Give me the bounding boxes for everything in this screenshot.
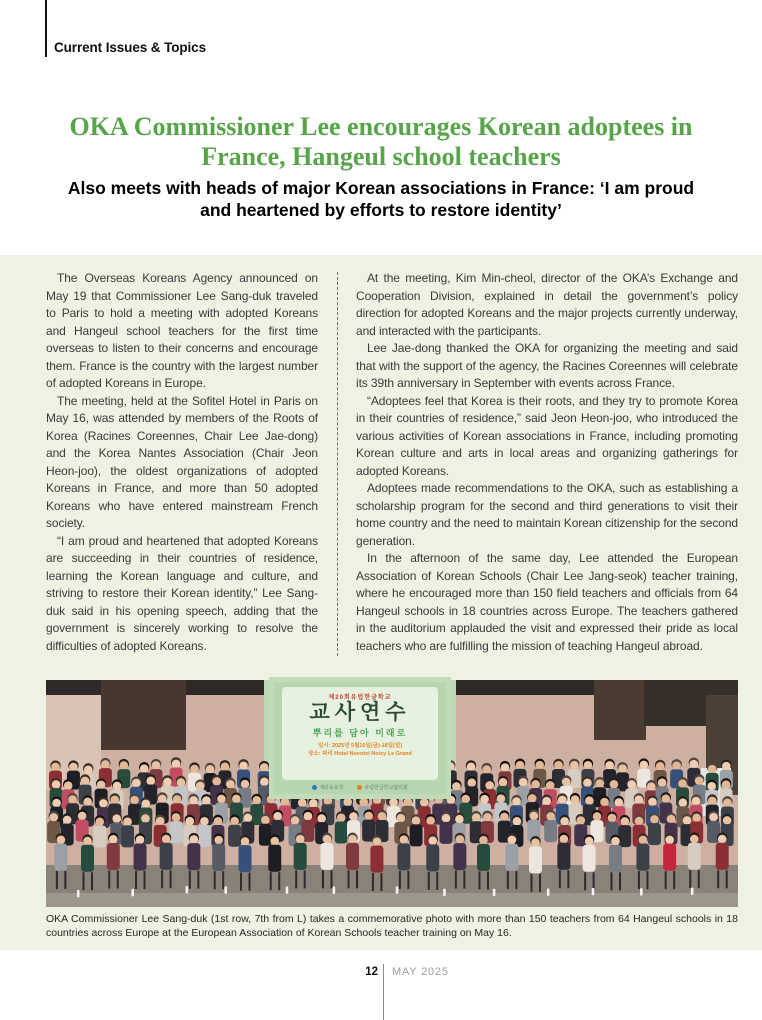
oka-logo-text: 재외동포청 — [319, 785, 344, 791]
article-paragraph: In the afternoon of the same day, Lee attended the European Association of Korean Schools (Chair Lee Jang-seok) teacher training, where he encouraged more than 150 field teachers and officials from 64 Hangeul schools in 18 countries across Europe. The teachers gathered in the auditorium applauded the visit and expressed their pride as local teachers who are fulfilling the mission of teaching Hangeul abroad. — [356, 551, 738, 653]
footer-divider — [383, 964, 384, 1020]
article-paragraph: The meeting, held at the Sofitel Hotel in Paris on May 16, was attended by members of the Roots of Korea (Racines Coreennes, Chair Lee Jae-dong) and the Korea Nantes Association (Chair Jeon Heon-joo), the oldest organizations of adopted Koreans in France, and more than 50 adopted Koreans who have entered mainstream French society. — [46, 393, 318, 530]
article-subtitle: Also meets with heads of major Korean associations in France: ‘I am proud and heartened by efforts to restore identity’ — [67, 178, 695, 220]
column-divider — [337, 272, 338, 656]
article-paragraph: “I am proud and heartened that adopted Koreans are succeeding in their countries of residence, learning the Korean language and culture, and striving to restore their Korean identity,” Lee Sang-duk said in his opening speech, adding that the government is sincerely working to resolve the difficulties of adopted Koreans. — [46, 533, 318, 653]
article-paragraph: The Overseas Koreans Agency announced on May 19 that Commissioner Lee Sang-duk traveled to Paris to hold a meeting with adopted Koreans and Hangeul school teachers for the first time overseas to listen to their concerns and encourage them. France is the country with the largest number of adopted Koreans in Europe. — [46, 271, 318, 390]
article-column-left — [46, 270, 318, 656]
screen-series-text: 제20회유럽한글학교 — [328, 695, 392, 701]
article-title — [0, 112, 762, 172]
article-column-right — [356, 270, 738, 656]
oka-logo — [312, 784, 343, 791]
association-logo — [357, 784, 407, 791]
article-title-line2: France, Hangeul school teachers — [201, 142, 561, 171]
screen-date: 일시: 2025년 5월16일(금)-18일(일) — [317, 743, 403, 749]
screen-logos — [282, 784, 438, 791]
oka-logo-icon — [312, 785, 317, 790]
section-kicker: Current Issues & Topics — [54, 40, 206, 55]
screen-slogan: 뿌리를 담아 미래로 — [312, 728, 408, 738]
screen-card — [282, 687, 438, 791]
screen-venue: 장소: 파리 Hotel Novotel Noisy Le Grand — [308, 750, 412, 757]
association-logo-icon — [357, 785, 362, 790]
article-paragraph: “Adoptees feel that Korea is their roots, and they try to promote Korea in their countries of residence,” said Jeon Heon-joo, who introduced the various activities of Korean associations in France, including promoting Korean culture and arts in local areas and organizing gatherings for adopted Koreans. — [356, 393, 738, 478]
kicker-rule — [45, 0, 47, 57]
issue-date: MAY 2025 — [392, 966, 449, 978]
screen-event-title: 교사연수 — [309, 701, 411, 724]
article-columns — [46, 270, 738, 656]
photo-caption: OKA Commissioner Lee Sang-duk (1st row, 7th from L) takes a commemorative photo with more than 150 teachers from 64 Hangeul schools in 18 countries across Europe at the European Association of Korean Schools teacher training on May 16. — [46, 913, 738, 939]
page-number: 12 — [365, 966, 378, 978]
article-paragraph: Lee Jae-dong thanked the OKA for organizing the meeting and said that with the support of the agency, the Racines Coreennes will celebrate its 39th anniversary in September with events across France. — [356, 341, 738, 390]
article-paragraph: Adoptees made recommendations to the OKA, such as establishing a scholarship program for the second and third generations to visit their home country and the need to maintain Korean citizenship for the second generation. — [356, 481, 738, 548]
association-logo-text: 유럽한글학교협의회 — [364, 785, 408, 791]
group-photo — [46, 680, 738, 907]
article-paragraph: At the meeting, Kim Min-cheol, director of the OKA’s Exchange and Cooperation Division, explained in detail the government’s policy direction for adopted Koreans and the major projects currently underway, and interacted with the participants. — [356, 271, 738, 338]
projection-screen — [274, 682, 446, 794]
article-title-line1: OKA Commissioner Lee encourages Korean adoptees in — [69, 112, 693, 141]
